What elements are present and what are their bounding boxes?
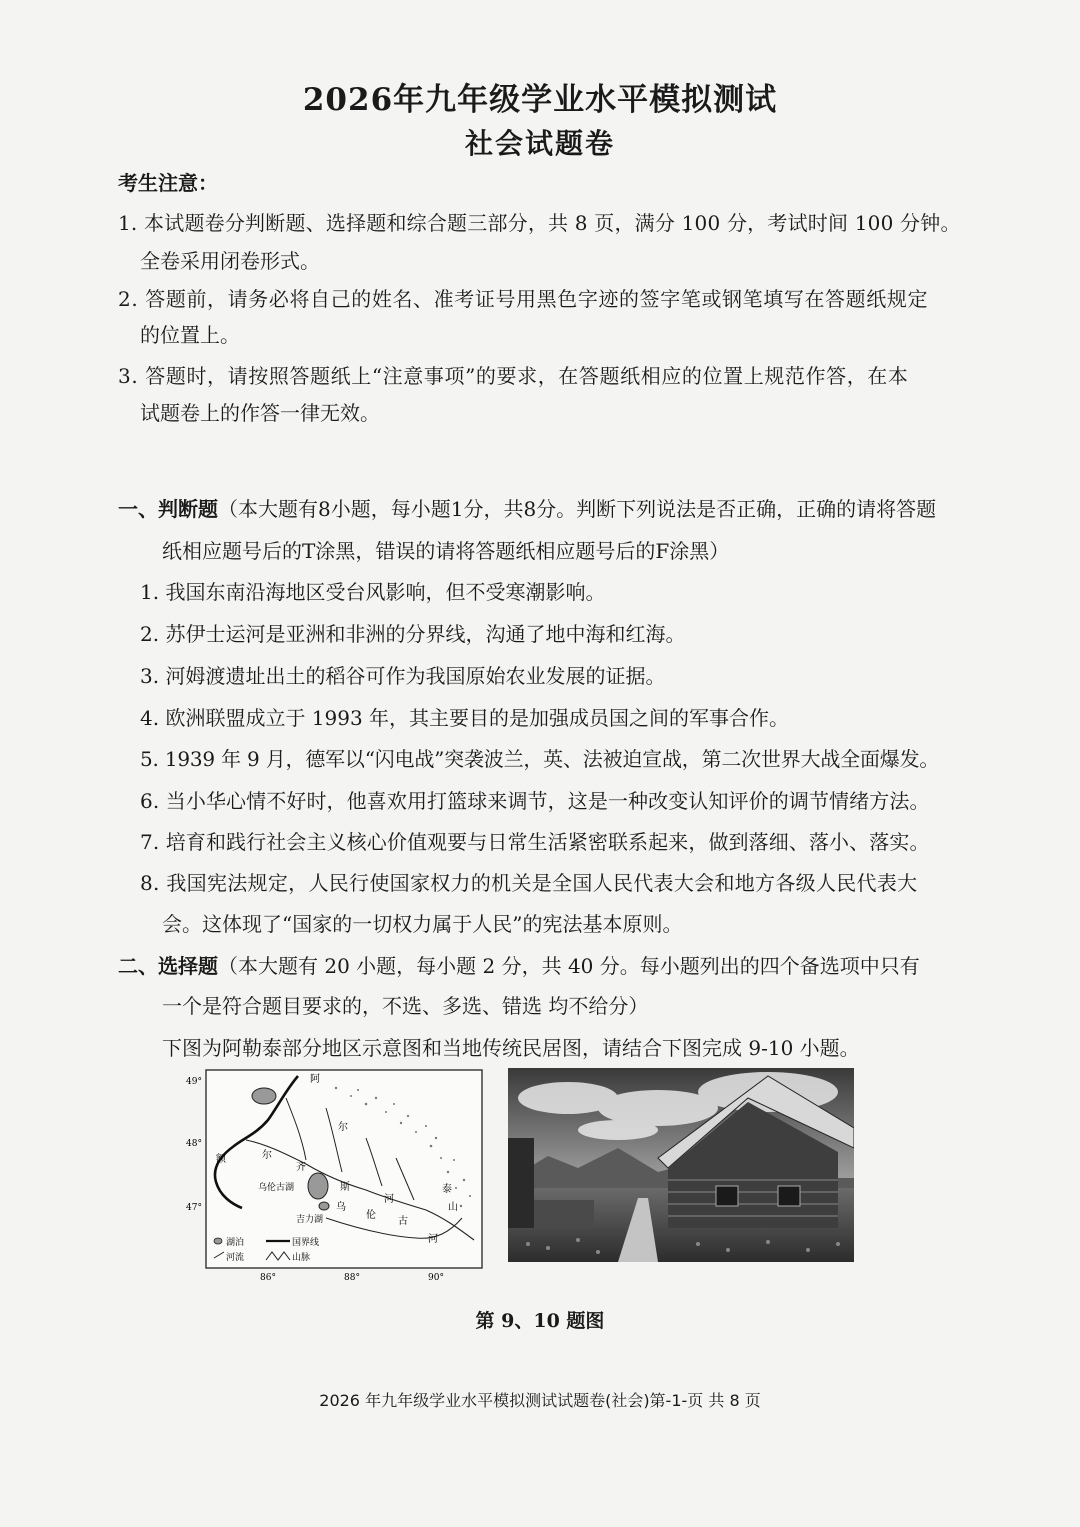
section1-desc: （本大题有8小题，每小题1分，共8分。判断下列说法是否正确，正确的请将答题 bbox=[218, 497, 937, 521]
notice-heading: 考生注意： bbox=[118, 171, 218, 195]
lat-label-47: 47° bbox=[186, 1203, 202, 1213]
place-label: 尔 bbox=[262, 1150, 272, 1161]
notice-line-3: 2. 答题前，请务必将自己的姓名、准考证号用黑色字迹的签字笔或钢笔填写在答题纸规定 bbox=[118, 287, 929, 311]
question-4: 4. 欧洲联盟成立于 1993 年，其主要目的是加强成员国之间的军事合作。 bbox=[140, 706, 790, 730]
section1-desc-2: 纸相应题号后的T涂黑，错误的请将答题纸相应题号后的F涂黑） bbox=[162, 539, 730, 563]
place-label: 泰 bbox=[442, 1184, 452, 1195]
notice-line-5: 3. 答题时，请按照答题纸上“注意事项”的要求，在答题纸相应的位置上规范作答，在本 bbox=[118, 364, 909, 388]
place-label: 额 bbox=[216, 1154, 226, 1165]
lat-label-48: 48° bbox=[186, 1139, 202, 1149]
lat-label-49: 49° bbox=[186, 1077, 202, 1087]
exam-title: 2026年九年级学业水平模拟测试 bbox=[302, 82, 778, 118]
place-label: 山 bbox=[448, 1202, 458, 1213]
ulungur-lake bbox=[308, 1173, 328, 1199]
question-5: 5. 1939 年 9 月，德军以“闪电战”突袭波兰，英、法被迫宣战，第二次世界大战全面爆发。 bbox=[140, 747, 940, 771]
question-2: 2. 苏伊士运河是亚洲和非洲的分界线，沟通了地中海和红海。 bbox=[140, 622, 686, 646]
notice-line-1: 1. 本试题卷分判断题、选择题和综合题三部分，共 8 页，满分 100 分，考试时间 100 分钟。 bbox=[118, 211, 961, 235]
section2-header bbox=[118, 953, 920, 979]
place-label: 阿 bbox=[310, 1074, 320, 1085]
place-label-lake: 乌伦古湖 bbox=[258, 1183, 295, 1193]
place-label: 河 bbox=[384, 1194, 394, 1205]
legend-mountain: 山脉 bbox=[292, 1253, 311, 1263]
question-6: 6. 当小华心情不好时，他喜欢用打篮球来调节，这是一种改变认知评价的调节情绪方法。 bbox=[140, 789, 930, 813]
jili-lake bbox=[319, 1202, 329, 1210]
question-8-cont: 会。这体现了“国家的一切权力属于人民”的宪法基本原则。 bbox=[162, 912, 683, 936]
section1-header bbox=[118, 496, 936, 522]
lon-label-86: 86° bbox=[260, 1273, 276, 1283]
place-label: 河 bbox=[428, 1234, 438, 1245]
lon-label-88: 88° bbox=[344, 1273, 360, 1283]
altay-map bbox=[186, 1068, 486, 1286]
question-3: 3. 河姆渡遗址出土的稻谷可作为我国原始农业发展的证据。 bbox=[140, 664, 666, 688]
exam-subtitle: 社会试题卷 bbox=[464, 127, 615, 160]
place-label: 古 bbox=[398, 1216, 408, 1227]
notice-line-6: 试题卷上的作答一律无效。 bbox=[140, 401, 380, 425]
place-label: 尔 bbox=[338, 1122, 348, 1133]
place-label-lake: 吉力湖 bbox=[296, 1215, 324, 1225]
log-house-photo bbox=[508, 1068, 854, 1262]
question-7: 7. 培育和践行社会主义核心价值观要与日常生活紧密联系起来，做到落细、落小、落实。 bbox=[140, 830, 930, 854]
figure-caption: 第 9、10 题图 bbox=[475, 1310, 605, 1332]
legend-lake: 湖泊 bbox=[226, 1238, 245, 1248]
map-frame bbox=[206, 1070, 482, 1268]
lake-north bbox=[252, 1088, 276, 1104]
legend-river: 河流 bbox=[226, 1253, 245, 1263]
place-label: 斯 bbox=[340, 1182, 350, 1193]
page-footer: 2026 年九年级学业水平模拟测试试题卷(社会)第-1-页 共 8 页 bbox=[319, 1391, 761, 1410]
place-label: 齐 bbox=[296, 1162, 306, 1173]
question-8: 8. 我国宪法规定，人民行使国家权力的机关是全国人民代表大会和地方各级人民代表大 bbox=[140, 871, 918, 895]
place-label: 伦 bbox=[366, 1210, 376, 1221]
lon-label-90: 90° bbox=[428, 1273, 444, 1283]
notice-line-4: 的位置上。 bbox=[140, 323, 240, 347]
legend-border: 国界线 bbox=[292, 1238, 320, 1248]
place-label: 乌 bbox=[336, 1202, 346, 1213]
section1-label: 一、判断题 bbox=[118, 497, 218, 521]
section2-intro: 下图为阿勒泰部分地区示意图和当地传统民居图，请结合下图完成 9-10 小题。 bbox=[162, 1036, 860, 1060]
section2-desc-2: 一个是符合题目要求的，不选、多选、错选 均不给分） bbox=[162, 994, 649, 1018]
section2-label: 二、选择题 bbox=[118, 954, 218, 978]
section2-desc: （本大题有 20 小题，每小题 2 分，共 40 分。每小题列出的四个备选项中只有 bbox=[218, 954, 920, 978]
notice-line-2: 全卷采用闭卷形式。 bbox=[140, 249, 320, 273]
question-1: 1. 我国东南沿海地区受台风影响，但不受寒潮影响。 bbox=[140, 580, 606, 604]
